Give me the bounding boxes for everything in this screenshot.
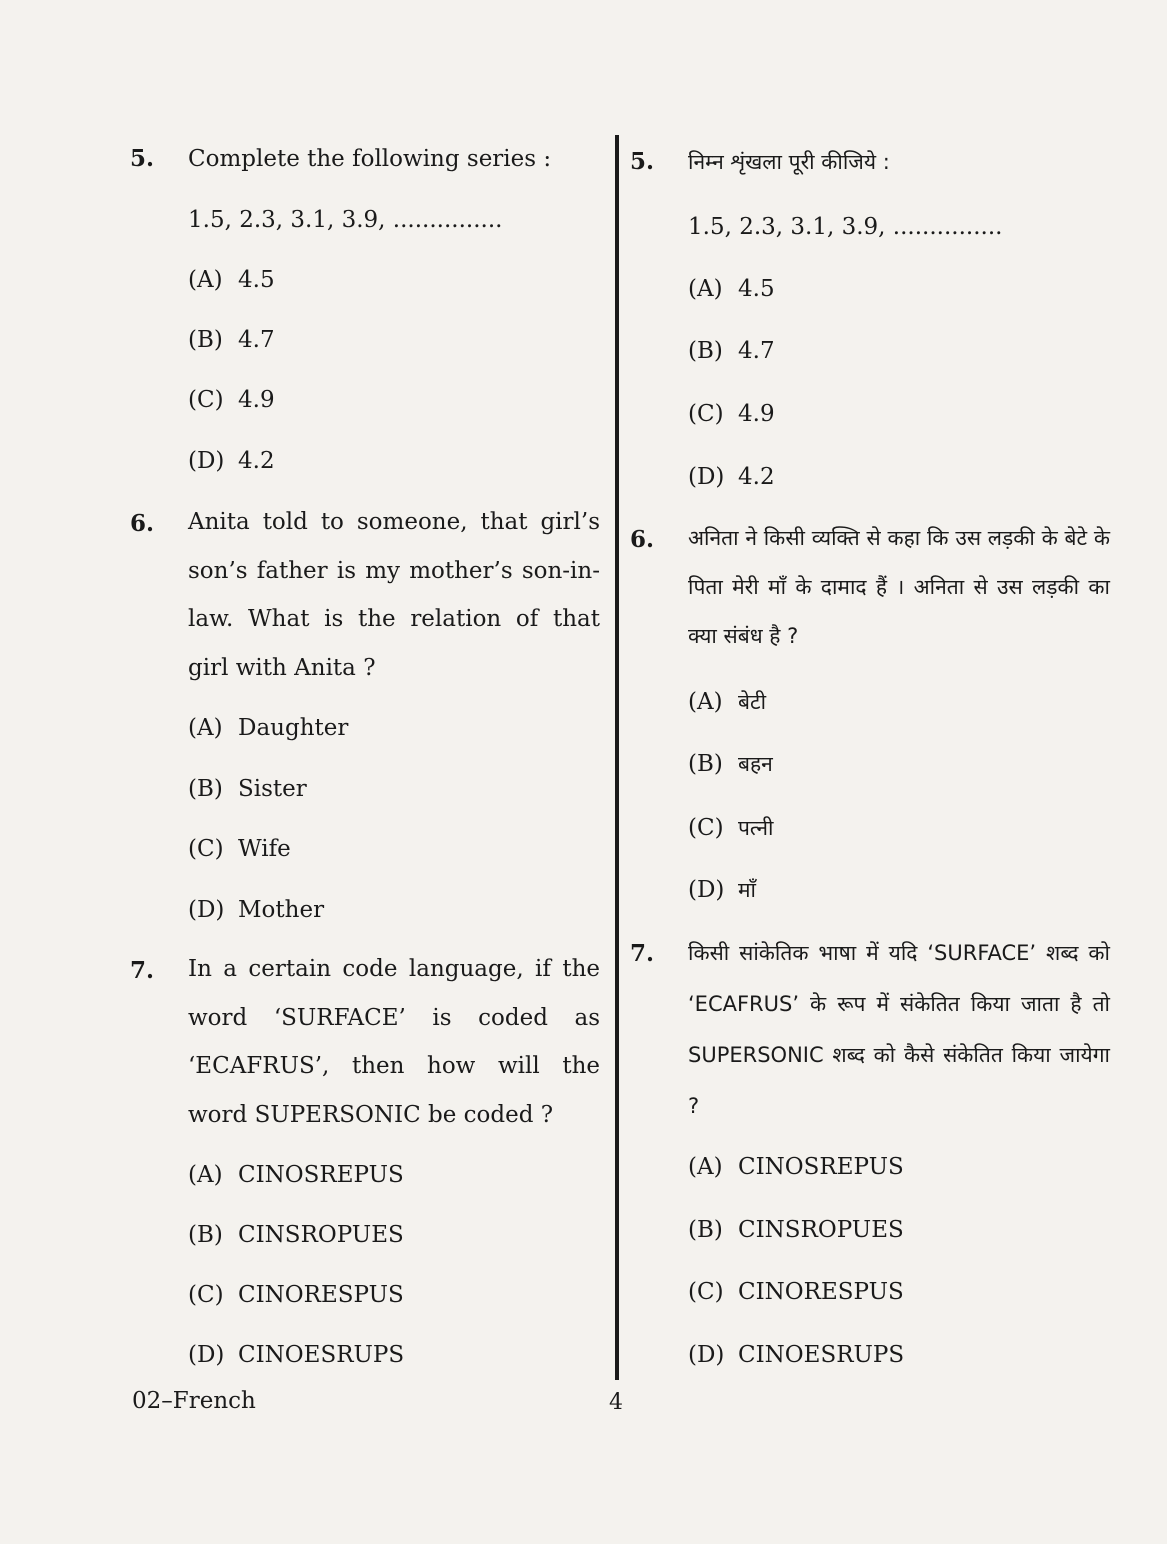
question-number: 5.	[130, 145, 155, 172]
question-text: निम्न शृंखला पूरी कीजिये :	[688, 150, 890, 174]
question-number: 6.	[630, 526, 655, 553]
column-divider	[615, 135, 619, 1380]
option-a: (A) Daughter	[188, 715, 349, 741]
option-c: (C) पत्नी	[688, 815, 774, 841]
option-d: (D) 4.2	[688, 464, 775, 490]
question-text: Complete the following series :	[188, 146, 552, 172]
option-c: (C) CINORESPUS	[688, 1279, 904, 1305]
option-d: (D) 4.2	[188, 448, 275, 474]
option-b: (B) Sister	[188, 776, 307, 802]
option-a: (A) CINOSREPUS	[188, 1162, 404, 1188]
option-a: (A) 4.5	[188, 267, 275, 293]
option-a: (A) बेटी	[688, 689, 767, 715]
question-text: In a certain code language, if the word ‘SURFACE’ is coded as ‘ECAFRUS’, then how will the word SUPERSONIC be coded ?	[188, 956, 600, 1128]
option-d: (D) माँ	[688, 877, 756, 903]
option-c: (C) Wife	[188, 836, 291, 862]
option-c: (C) 4.9	[188, 387, 275, 413]
option-b: (B) CINSROPUES	[188, 1222, 404, 1248]
question-number: 6.	[130, 510, 155, 537]
option-c: (C) CINORESPUS	[188, 1282, 404, 1308]
paper-code: 02–French	[132, 1388, 256, 1414]
option-c: (C) 4.9	[688, 401, 775, 427]
option-a: (A) 4.5	[688, 276, 775, 302]
option-a: (A) CINOSREPUS	[688, 1154, 904, 1180]
question-series: 1.5, 2.3, 3.1, 3.9, ...............	[688, 214, 1003, 240]
option-b: (B) CINSROPUES	[688, 1217, 904, 1243]
option-b: (B) 4.7	[188, 327, 275, 353]
option-d: (D) CINOESRUPS	[688, 1342, 905, 1368]
question-text: Anita told to someone, that girl’s son’s father is my mother’s son-in-law. What is the relation of that girl with Anita ?	[188, 509, 600, 681]
page-number: 4	[609, 1390, 623, 1415]
option-b: (B) बहन	[688, 751, 773, 777]
option-d: (D) CINOESRUPS	[188, 1342, 405, 1368]
question-number: 5.	[630, 148, 655, 175]
question-series: 1.5, 2.3, 3.1, 3.9, ...............	[188, 207, 503, 233]
question-text: किसी सांकेतिक भाषा में यदि ‘SURFACE’ शब्द को ‘ECAFRUS’ के रूप में संकेतित किया जाता है तो SUPERSONIC शब्द को कैसे संकेतित किया जायेगा ?	[688, 941, 1110, 1118]
option-b: (B) 4.7	[688, 338, 775, 364]
question-number: 7.	[130, 957, 155, 984]
question-text: अनिता ने किसी व्यक्ति से कहा कि उस लड़की के बेटे के पिता मेरी माँ के दामाद हैं । अनिता से उस लड़की का क्या संबंध है ?	[688, 526, 1110, 648]
option-d: (D) Mother	[188, 897, 325, 923]
question-number: 7.	[630, 940, 655, 967]
